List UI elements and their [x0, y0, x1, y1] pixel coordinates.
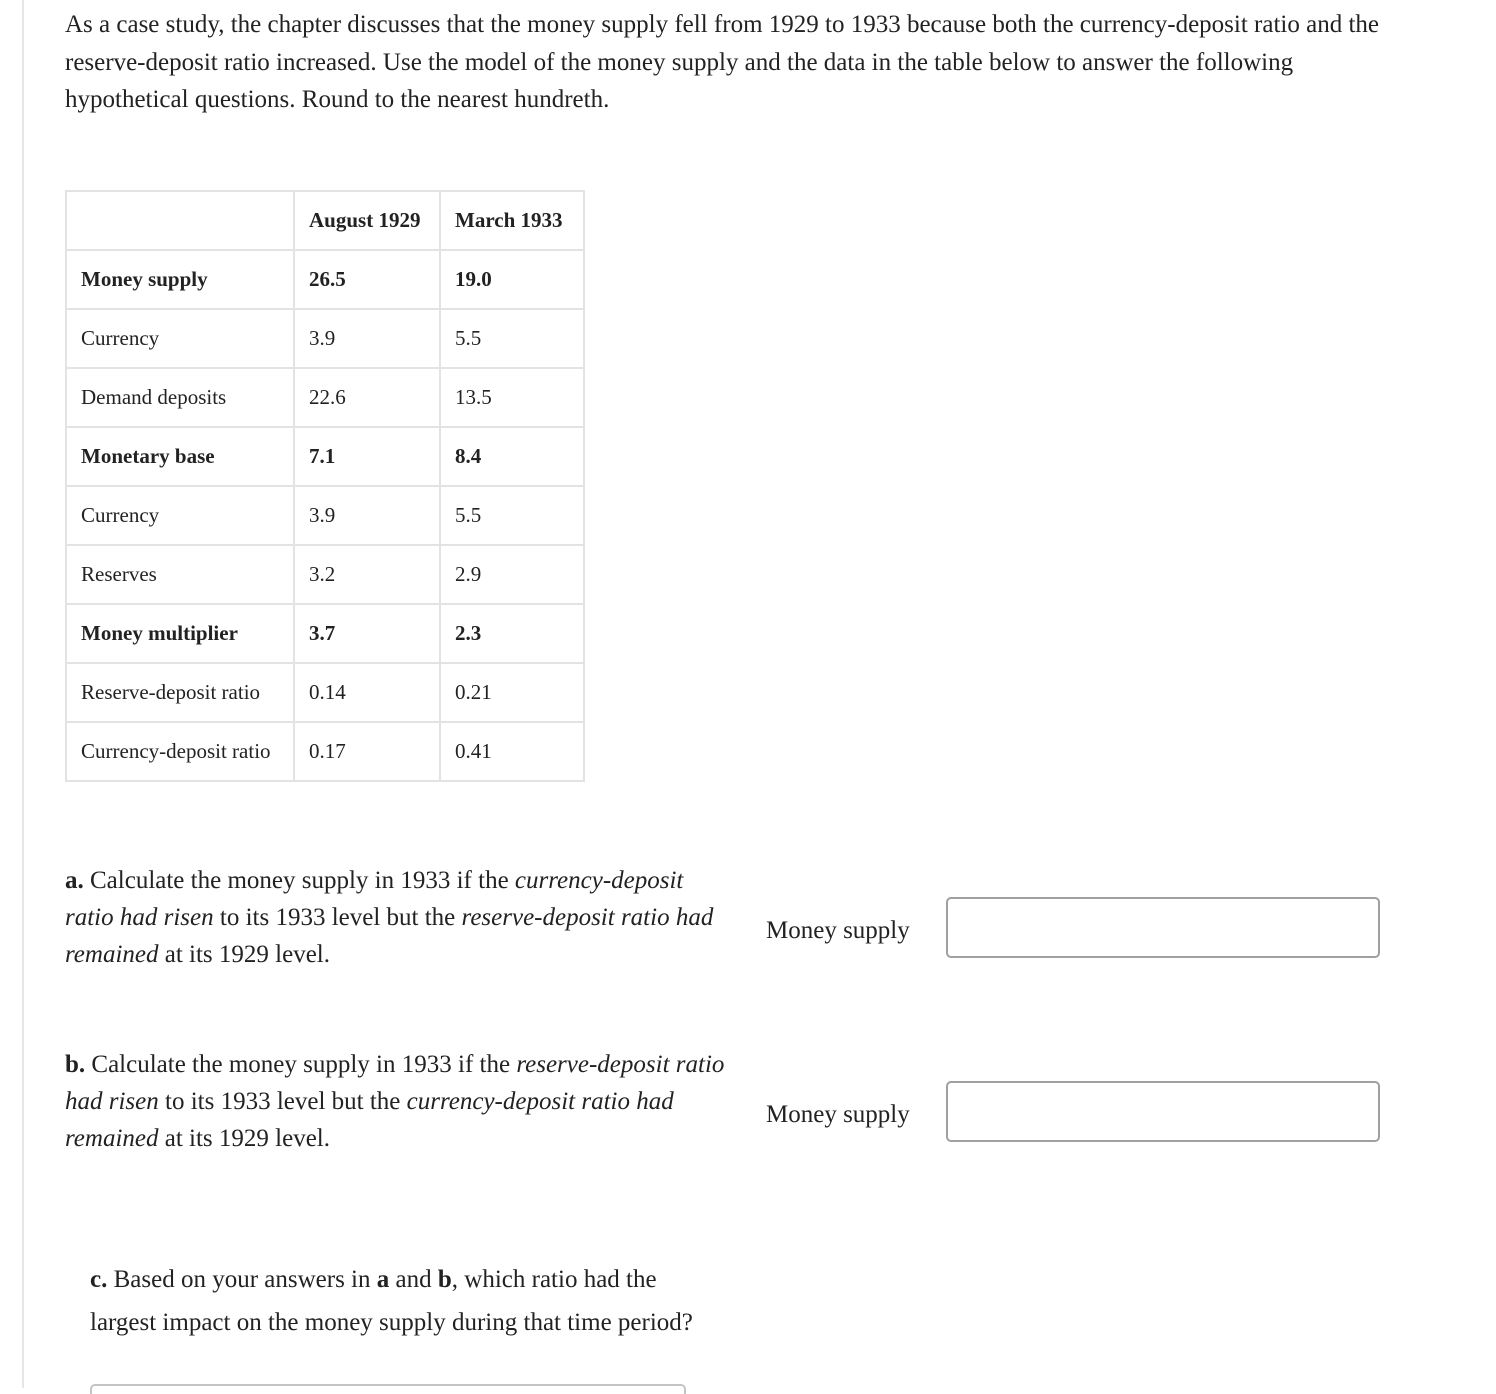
value-mar-1933: 19.0: [440, 250, 584, 309]
table-row: [66, 427, 584, 486]
table-row: [66, 663, 584, 722]
table-row: [66, 250, 584, 309]
value-aug-1929: 3.9: [294, 486, 440, 545]
value-mar-1933: 5.5: [440, 486, 584, 545]
value-aug-1929: 0.17: [294, 722, 440, 781]
question-c-text-1: Based on your answers in: [107, 1266, 377, 1293]
answer-a-label: Money supply: [766, 917, 910, 944]
table-header-row: [66, 191, 584, 250]
ratio-answer-dropdown[interactable]: [90, 1384, 686, 1394]
table-row: [66, 486, 584, 545]
row-label: Currency: [66, 486, 294, 545]
row-label: Reserves: [66, 545, 294, 604]
question-a-text-2: to its 1933 level but the: [213, 904, 462, 931]
value-mar-1933: 2.9: [440, 545, 584, 604]
value-aug-1929: 0.14: [294, 663, 440, 722]
row-label: Money multiplier: [66, 604, 294, 663]
question-b-text-2: to its 1933 level but the: [158, 1088, 407, 1115]
value-mar-1933: 5.5: [440, 309, 584, 368]
row-label: Monetary base: [66, 427, 294, 486]
table-row: [66, 545, 584, 604]
value-mar-1933: 2.3: [440, 604, 584, 663]
question-c: [90, 1258, 710, 1344]
question-a-letter: a.: [65, 867, 84, 894]
question-b-emphasis-1: reserve-deposit ratio had risen: [65, 1051, 725, 1115]
question-a-text-1: Calculate the money supply in 1933 if the: [83, 867, 515, 894]
intro-paragraph: As a case study, the chapter discusses that the money supply fell from 1929 to 1933 because both the currency-deposit ratio and the reserve-deposit ratio increased. Use the model of the money supply and the data in the table below to answer the following hypothetical questions. Round to the nearest hundreth.: [65, 11, 1379, 113]
table-body: [66, 250, 584, 781]
question-a: [65, 862, 725, 973]
question-b-text-1: Calculate the money supply in 1933 if the: [85, 1051, 517, 1078]
table-row: [66, 722, 584, 781]
value-mar-1933: 0.21: [440, 663, 584, 722]
value-aug-1929: 7.1: [294, 427, 440, 486]
question-c-text-2: and: [389, 1266, 438, 1293]
value-aug-1929: 26.5: [294, 250, 440, 309]
question-c-text-3: , which ratio had the largest impact on the money supply during that time period?: [90, 1266, 693, 1336]
table-header-empty: [66, 191, 294, 250]
money-supply-input-a[interactable]: [946, 897, 1380, 958]
value-mar-1933: 13.5: [440, 368, 584, 427]
table-header-aug-1929: August 1929: [294, 191, 440, 250]
money-supply-table: [65, 190, 585, 782]
question-b-emphasis-2: currency-deposit ratio had remained: [65, 1088, 674, 1152]
row-label: Reserve-deposit ratio: [66, 663, 294, 722]
content-left-border: [22, 0, 24, 1388]
table-header-mar-1933: March 1933: [440, 191, 584, 250]
row-label: Currency-deposit ratio: [66, 722, 294, 781]
question-b-text-3: at its 1929 level.: [158, 1125, 330, 1152]
value-aug-1929: 3.7: [294, 604, 440, 663]
table-row: [66, 604, 584, 663]
value-aug-1929: 22.6: [294, 368, 440, 427]
row-label: Currency: [66, 309, 294, 368]
value-aug-1929: 3.2: [294, 545, 440, 604]
row-label: Money supply: [66, 250, 294, 309]
row-label: Demand deposits: [66, 368, 294, 427]
question-c-ref-b: b: [437, 1266, 452, 1293]
question-a-emphasis-1: currency-deposit ratio had risen: [65, 867, 684, 931]
question-c-ref-a: a: [376, 1266, 390, 1293]
table-row: [66, 368, 584, 427]
table-row: [66, 309, 584, 368]
value-mar-1933: 8.4: [440, 427, 584, 486]
question-b: [65, 1046, 725, 1157]
question-c-letter: c.: [90, 1266, 108, 1293]
question-b-letter: b.: [65, 1051, 86, 1078]
question-a-text-3: at its 1929 level.: [158, 941, 330, 968]
value-aug-1929: 3.9: [294, 309, 440, 368]
money-supply-input-b[interactable]: [946, 1081, 1380, 1142]
answer-b-label: Money supply: [766, 1101, 910, 1128]
value-mar-1933: 0.41: [440, 722, 584, 781]
question-a-emphasis-2: reserve-deposit ratio had remained: [65, 904, 714, 968]
